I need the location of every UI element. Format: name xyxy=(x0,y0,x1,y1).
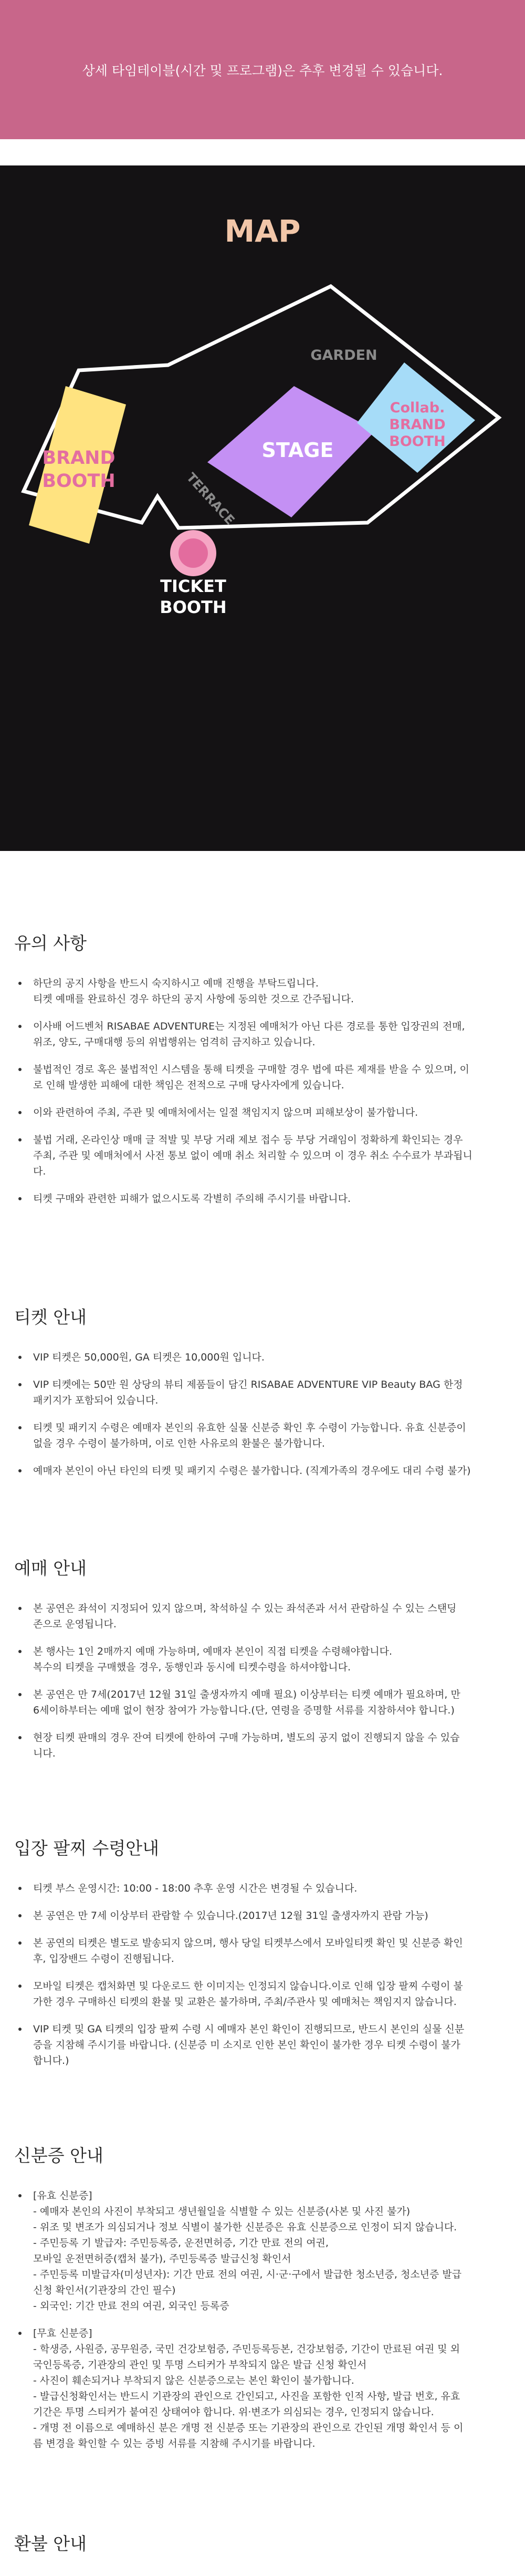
collab-label-1: Collab. xyxy=(390,400,445,416)
list-item xyxy=(14,1935,511,1967)
list-item-line: 티켓 부스 운영시간: 10:00 - 18:00 추후 운영 시간은 변경될 수 있습니다. xyxy=(33,1883,358,1894)
list-item xyxy=(14,1881,511,1896)
list-item-line: 6세이하부터는 예매 없이 현장 참여가 가능합니다.(단, 연령을 증명할 서류를 지참하셔야 합니다.) xyxy=(33,1705,455,1716)
ticket-booth-label-1: TICKET xyxy=(160,576,226,596)
list-item-line: 후, 입장밴드 수령이 진행됩니다. xyxy=(33,1953,174,1965)
list-item xyxy=(14,1062,511,1093)
section-5 xyxy=(14,2530,511,2555)
list-item-line: 불법적인 경로 혹은 불법적인 시스템을 통해 티켓을 구매할 경우 법에 따른 제재를 받을 수 있으며, 이 xyxy=(33,1064,469,1075)
list-item-line: 현장 티켓 판매의 경우 잔여 티켓에 한하여 구매 가능하며, 별도의 공지 없이 진행되지 않을 수 있습 xyxy=(33,1732,460,1743)
list-item-line: 존으로 운영됩니다. xyxy=(33,1618,117,1630)
list-item xyxy=(14,1908,511,1924)
list-item-line: 니다. xyxy=(33,1748,56,1759)
list-item-line: - 개명 전 이름으로 예매하신 분은 개명 전 신분증 또는 기관장의 관인으로 간인된 개명 확인서 등 이 xyxy=(33,2422,464,2434)
list-item-line: 주최, 주관 및 예매처에서 사전 통보 없이 예매 취소 처리할 수 있으며 이 경우 취소 수수료가 부과됩니 xyxy=(33,1150,472,1161)
list-item xyxy=(14,1730,511,1761)
list-item xyxy=(14,2188,511,2314)
section-1 xyxy=(14,1304,511,1479)
section-title: 티켓 안내 xyxy=(14,1307,87,1327)
list-item xyxy=(14,2325,511,2452)
list-item-line: [유효 신분증] xyxy=(33,2190,92,2201)
list-item xyxy=(14,1420,511,1451)
list-item-line: 위조, 양도, 구매대행 등의 위법행위는 엄격히 금지하고 있습니다. xyxy=(33,1036,316,1048)
section-title: 예매 안내 xyxy=(14,1558,87,1578)
spacer xyxy=(0,139,525,165)
list-item-line: - 예매자 본인의 사진이 부착되고 생년월일을 식별할 수 있는 신분증(사본 및 사진 불가) xyxy=(33,2206,411,2217)
list-item-line: 티켓 예매를 완료하신 경우 하단의 공지 사항에 동의한 것으로 간주됩니다. xyxy=(33,993,354,1005)
section-list xyxy=(14,1601,511,1761)
list-item-line: - 주민등록 미발급자(미성년자): 기간 만료 전의 여권, 시·군·구에서 발급한 청소년증, 청소년증 발급 xyxy=(33,2269,462,2280)
list-item xyxy=(14,1132,511,1179)
list-item-line: 본 공연의 티켓은 별도로 발송되지 않으며, 행사 당일 티켓부스에서 모바일티켓 확인 및 신분증 확인 xyxy=(33,1937,463,1949)
list-item-line: 본 공연은 만 7세 이상부터 관람할 수 있습니다.(2017년 12월 31일 출생자까지 관람 가능) xyxy=(33,1910,428,1921)
ticket-booth-inner xyxy=(178,538,208,568)
list-item-line: 가한 경우 구매하신 티켓의 환불 및 교환은 불가하며, 주최/주관사 및 예매처는 책임지지 않습니다. xyxy=(33,1996,457,2008)
section-title: 유의 사항 xyxy=(14,933,87,953)
brand-booth-label-2: BOOTH xyxy=(42,471,116,492)
list-item-line: - 주민등록 기 발급자: 주민등록증, 운전면허증, 기간 만료 전의 여권, xyxy=(33,2237,329,2249)
list-item-line: 이사배 어드벤처 RISABAE ADVENTURE는 지정된 예매처가 아닌 다른 경로를 통한 입장권의 전매, xyxy=(33,1021,465,1032)
list-item-line: 예매자 본인이 아닌 타인의 티켓 및 패키지 수령은 불가합니다. (직계가족의 경우에도 대리 수령 불가) xyxy=(33,1465,471,1477)
list-item-line: - 외국인: 기간 만료 전의 여권, 외국인 등록증 xyxy=(33,2300,229,2312)
notice-banner-text: 상세 타임테이블(시간 및 프로그램)은 추후 변경될 수 있습니다. xyxy=(82,63,443,78)
notice-banner xyxy=(0,0,525,139)
list-item-line: - 발급신청확인서는 반드시 기관장의 관인으로 간인되고, 사진을 포함한 인적 사항, 발급 번호, 유효 xyxy=(33,2391,460,2402)
list-item-line: 름 변경을 확인할 수 있는 증빙 서류를 지참해 주시기를 바랍니다. xyxy=(33,2438,316,2449)
list-item-line: 합니다.) xyxy=(33,2055,69,2066)
section-title: 신분증 안내 xyxy=(14,2145,103,2166)
venue-map-graphic xyxy=(0,165,525,851)
section-2 xyxy=(14,1555,511,1761)
section-list xyxy=(14,1881,511,2069)
list-item-line: 티켓 구매와 관련한 피해가 없으시도록 각별히 주의해 주시기를 바랍니다. xyxy=(33,1193,351,1204)
list-item-line: 신청 확인서(기관장의 간인 필수) xyxy=(33,2284,176,2296)
list-item-line: 없을 경우 수령이 불가하며, 이로 인한 사유로의 환불은 불가합니다. xyxy=(33,1438,325,1449)
list-item-line: - 위조 및 변조가 의심되거나 정보 식별이 불가한 신분증은 유효 신분증으로 인정이 되지 않습니다. xyxy=(33,2221,457,2233)
list-item-line: 다. xyxy=(33,1166,46,1177)
list-item-line: 증을 지참해 주시기를 바랍니다. (신분증 미 소지로 인한 본인 확인이 불가한 경우 티켓 수령이 불가 xyxy=(33,2039,460,2051)
list-item-line: 본 공연은 좌석이 지정되어 있지 않으며, 착석하실 수 있는 좌석존과 서서 관람하실 수 있는 스탠딩 xyxy=(33,1603,457,1614)
list-item xyxy=(14,1687,511,1718)
list-item xyxy=(14,1377,511,1408)
list-item xyxy=(14,1644,511,1675)
list-item xyxy=(14,1349,511,1365)
section-3 xyxy=(14,1835,511,2069)
list-item xyxy=(14,975,511,1007)
list-item-line: 로 인해 발생한 피해에 대한 책임은 전적으로 구매 당사자에게 있습니다. xyxy=(33,1079,344,1091)
list-item xyxy=(14,1105,511,1120)
list-item-line: 국인등록증, 기관장의 관인 및 투명 스티커가 부착되지 않은 발급 신청 확인서 xyxy=(33,2359,367,2371)
list-item-line: 이와 관련하여 주최, 주관 및 예매처에서는 일절 책임지지 않으며 피해보상이 불가합니다. xyxy=(33,1107,418,1118)
section-list xyxy=(14,1349,511,1479)
list-item-line: 모바일 운전면허증(캡처 불가), 주민등록증 발급신청 확인서 xyxy=(33,2253,291,2265)
list-item-line: - 학생증, 사원증, 공무원증, 국민 건강보험증, 주민등록등본, 건강보험증, 기간이 만료된 여권 및 외 xyxy=(33,2343,460,2355)
list-item-line: 티켓 및 패키지 수령은 예매자 본인의 유효한 실물 신분증 확인 후 수령이 가능합니다. 유효 신분증이 xyxy=(33,1422,466,1434)
list-item-line: 패키지가 포함되어 있습니다. xyxy=(33,1395,159,1406)
list-item-line: - 사진이 훼손되거나 부착되지 않은 신분증으로는 본인 확인이 불가합니다. xyxy=(33,2375,354,2386)
list-item-line: 불법 거래, 온라인상 매매 글 적발 및 부당 거래 제보 접수 등 부당 거래임이 정확하게 확인되는 경우 xyxy=(33,1134,463,1146)
list-item xyxy=(14,1463,511,1479)
garden-label: GARDEN xyxy=(310,347,377,363)
section-0 xyxy=(14,930,511,1207)
collab-label-3: BOOTH xyxy=(389,433,446,450)
venue-map xyxy=(0,165,525,851)
list-item-line: 본 공연은 만 7세(2017년 12월 31일 출생자까지 예매 필요) 이상부터는 티켓 예매가 필요하며, 만 xyxy=(33,1689,460,1700)
list-item-line: VIP 티켓은 50,000원, GA 티켓은 10,000원 입니다. xyxy=(33,1352,265,1363)
brand-booth-label-1: BRAND xyxy=(42,448,116,469)
section-list xyxy=(14,2188,511,2452)
collab-label-2: BRAND xyxy=(389,417,446,433)
list-item-line: 하단의 공지 사항을 반드시 숙지하시고 예매 진행을 부탁드립니다. xyxy=(33,978,319,989)
list-item-line: 모바일 티켓은 캡처화면 및 다운로드 한 이미지는 인정되지 않습니다.이로 인해 입장 팔찌 수령이 불 xyxy=(33,1980,463,1992)
section-title: 환불 안내 xyxy=(14,2533,87,2554)
section-4 xyxy=(14,2142,511,2452)
info-content xyxy=(0,930,525,2555)
list-item-line: 본 행사는 1인 2매까지 예매 가능하며, 예매자 본인이 직접 티켓을 수령해야합니다. xyxy=(33,1646,392,1657)
list-item-line: VIP 티켓에는 50만 원 상당의 뷰티 제품들이 담긴 RISABAE ADVENTURE VIP Beauty BAG 한정 xyxy=(33,1379,463,1390)
stage-label: STAGE xyxy=(261,439,334,462)
list-item-line: VIP 티켓 및 GA 티켓의 입장 팔찌 수령 시 예매자 본인 확인이 진행되므로, 반드시 본인의 실물 신분 xyxy=(33,2023,465,2035)
list-item-line: 복수의 티켓을 구매했을 경우, 동행인과 동시에 티켓수령을 하셔야합니다. xyxy=(33,1661,351,1673)
list-item xyxy=(14,1601,511,1632)
terrace-label: TERRACE xyxy=(183,470,238,528)
list-item xyxy=(14,2021,511,2069)
map-title: MAP xyxy=(224,213,301,249)
list-item-line: 기간은 투명 스티커가 붙여진 상태여야 합니다. 위·변조가 의심되는 경우, 인정되지 않습니다. xyxy=(33,2406,434,2418)
list-item xyxy=(14,1978,511,2010)
list-item-line: [무효 신분증] xyxy=(33,2328,92,2339)
section-list xyxy=(14,975,511,1207)
list-item xyxy=(14,1191,511,1207)
section-title: 입장 팔찌 수령안내 xyxy=(14,1838,160,1858)
ticket-booth-label-2: BOOTH xyxy=(160,597,227,617)
list-item xyxy=(14,1019,511,1050)
